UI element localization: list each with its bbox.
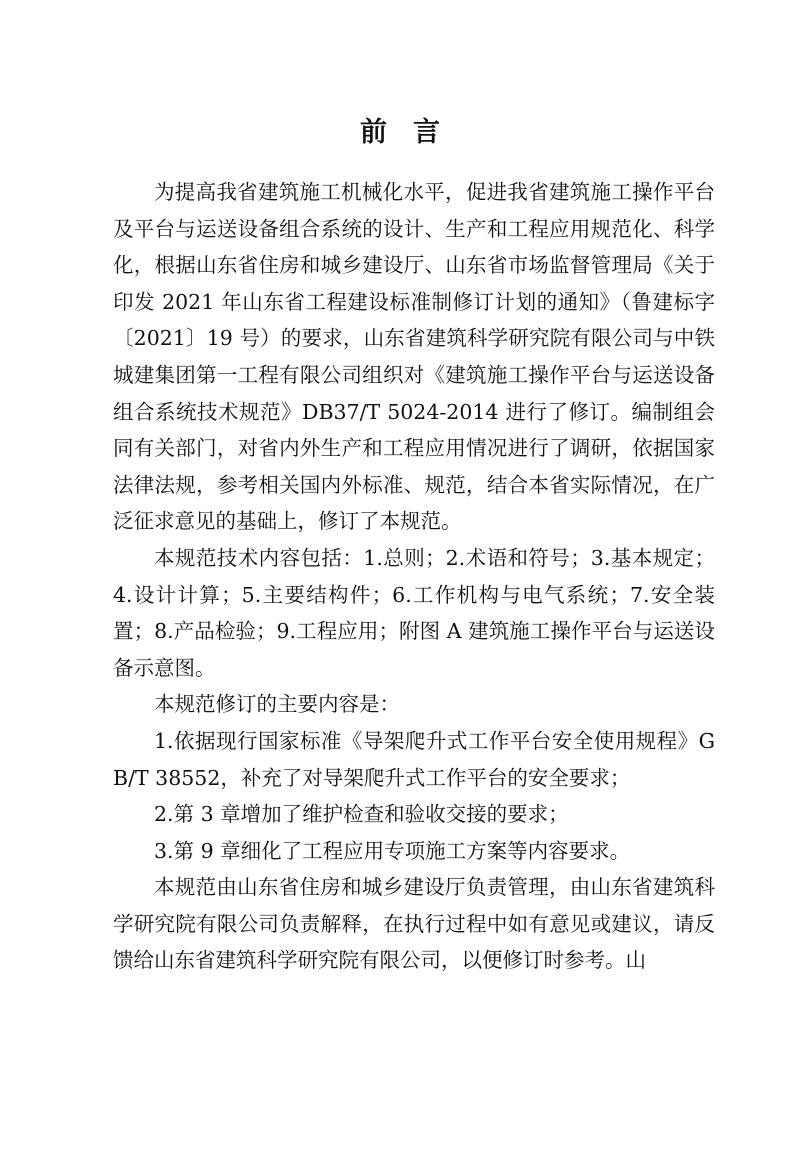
paragraph-revision-item-2: 2.第 3 章增加了维护检查和验收交接的要求；: [154, 802, 569, 827]
page-title: 前言: [360, 117, 466, 148]
paragraph-revision-intro: 本规范修订的主要内容是：: [154, 692, 400, 717]
paragraph-technical-content: 本规范技术内容包括：1.总则；2.术语和符号；3.基本规定；4.设计计算；5.主要结构件；6.工作机构与电气系统；7.安全装置；8.产品检验；9.工程应用；附图 A 建筑施工操作平台与运送设备示意图。: [113, 545, 715, 680]
paragraph-revision-item-1: 1.依据现行国家标准《导架爬升式工作平台安全使用规程》GB/T 38552，补充了对导架爬升式工作平台的安全要求；: [113, 728, 715, 790]
paragraph-revision-item-3: 3.第 9 章细化了工程应用专项施工方案等内容要求。: [154, 838, 631, 863]
paragraph-purpose: 为提高我省建筑施工机械化水平，促进我省建筑施工操作平台及平台与运送设备组合系统的设计、生产和工程应用规范化、科学化，根据山东省住房和城乡建设厅、山东省市场监督管理局《关于印发 2021 年山东省工程建设标准制修订计划的通知》（鲁建标字〔2021〕19 号）的要求，山东省建筑科学研究院有限公司与中铁城建集团第一工程有限公司组织对《建筑施工操作平台与运送设备组合系统技术规范》DB37/T 5024-2014 进行了修订。编制组会同有关部门，对省内外生产和工程应用情况进行了调研，依据国家法律法规，参考相关国内外标准、规范，结合本省实际情况，在广泛征求意见的基础上，修订了本规范。: [113, 180, 715, 534]
document-body: [113, 174, 715, 979]
paragraph-management: 本规范由山东省住房和城乡建设厅负责管理，由山东省建筑科学研究院有限公司负责解释，在执行过程中如有意见或建议，请反馈给山东省建筑科学研究院有限公司，以便修订时参考。山: [113, 875, 715, 973]
